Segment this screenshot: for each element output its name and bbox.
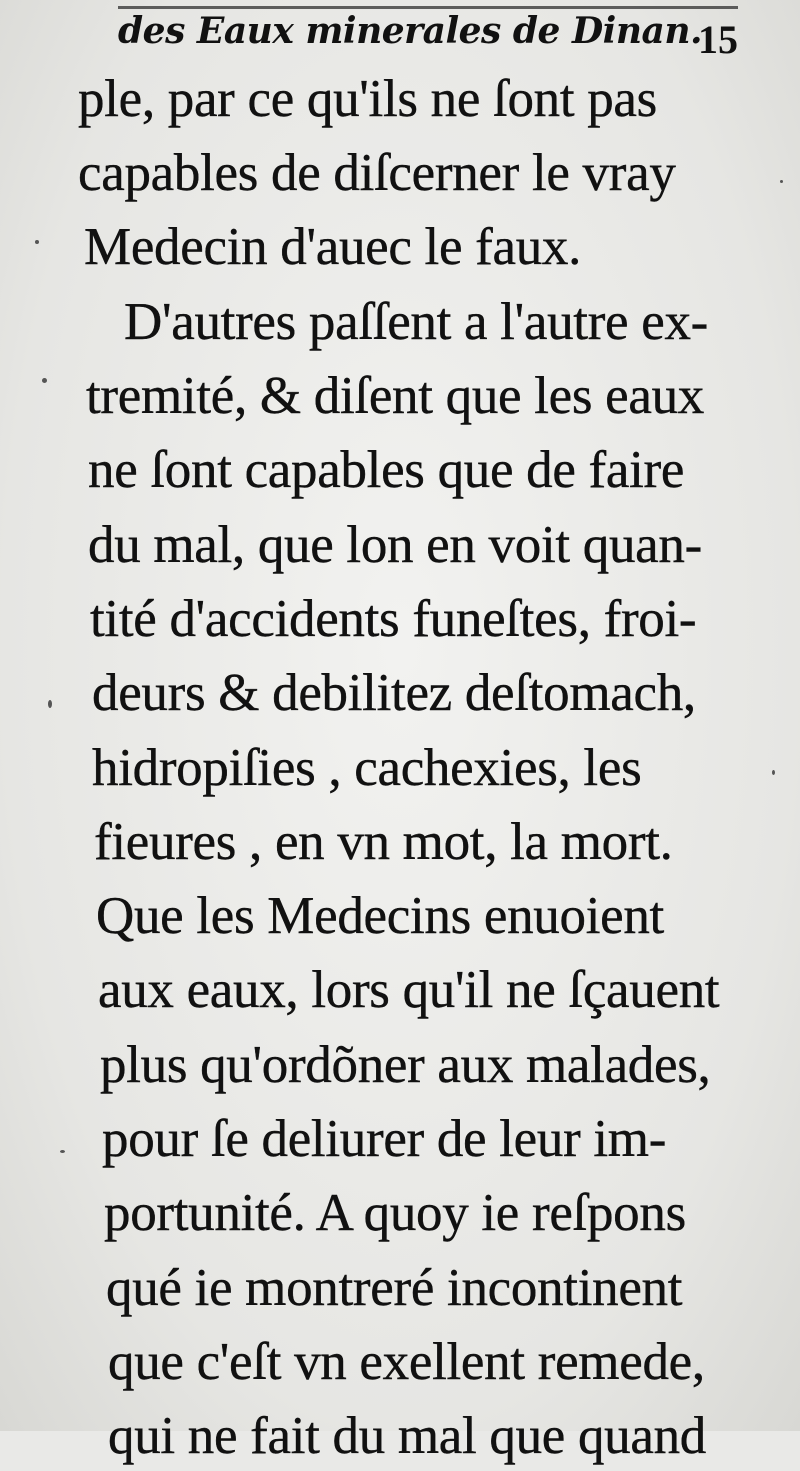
text-line: plus qu'ordõner aux malades, <box>100 1036 711 1094</box>
text-line: qui ne fait du mal que quand <box>108 1407 706 1465</box>
text-line: ne ſont capables que de faire <box>88 441 685 499</box>
text-line: D'autres paſſent a l'autre ex- <box>124 293 708 351</box>
text-line: ple, par ce qu'ils ne ſont pas <box>78 70 657 128</box>
text-line: que c'eſt vn exellent remede, <box>108 1333 705 1391</box>
text-line: aux eaux, lors qu'il ne ſçauent <box>98 961 720 1019</box>
text-line: hidropiſies , cachexies, les <box>92 739 642 797</box>
text-line: Medecin d'auec le faux. <box>84 218 582 276</box>
text-line: qué ie montreré incontinent <box>106 1259 683 1317</box>
text-line: pour ſe deliurer de leur im- <box>102 1110 667 1168</box>
text-line: capables de diſcerner le vray <box>78 144 676 202</box>
text-line: du mal, que lon en voit quan- <box>88 516 702 574</box>
ink-speck <box>48 700 52 708</box>
ink-speck <box>60 1150 65 1153</box>
page-number: 15 <box>698 17 738 62</box>
text-line: portunité. A quoy ie reſpons <box>104 1184 686 1242</box>
text-line: fieures , en vn mot, la mort. <box>94 813 673 871</box>
page-header <box>118 10 738 66</box>
text-line: deurs & debilitez deſtomach, <box>92 664 696 722</box>
ink-speck <box>780 180 783 183</box>
ink-speck <box>35 240 39 244</box>
ink-speck <box>772 770 775 775</box>
text-line: Que les Medecins enuoient <box>96 887 664 945</box>
text-line: tremité, & diſent que les eaux <box>86 367 704 425</box>
header-rule <box>118 6 738 9</box>
ink-speck <box>42 378 47 383</box>
text-line: tité d'accidents funeſtes, froi- <box>90 590 697 648</box>
running-head: des Eaux minerales de Dinan. <box>118 10 703 52</box>
